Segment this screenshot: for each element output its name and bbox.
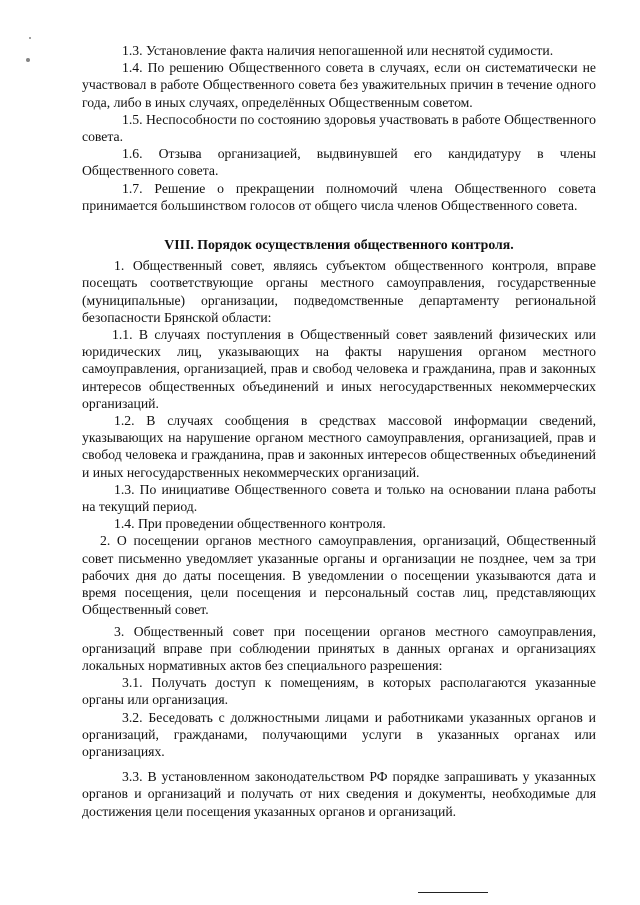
item-1-6: 1.6. Отзыва организацией, выдвинувшей его кандидатуру в члены Общественного совета.: [82, 146, 596, 179]
footer-divider: [418, 892, 488, 893]
section-item-3-2: 3.2. Беседовать с должностными лицами и работниками указанных органов и организаций, гражданами, получающими услуги в указанных органах или организациях.: [82, 709, 596, 759]
document-page: [82, 42, 596, 820]
section-item-2: 2. О посещении органов местного самоуправления, организаций, Общественный совет письменно уведомляет указанные органы и организации не позднее, чем за три рабочих дня до даты посещения. В уведомлении о посещении указываются дата и время посещения, цели посещения и персональный состав лиц, представляющих Общественный совет.: [82, 533, 596, 618]
item-1-4: 1.4. По решению Общественного совета в случаях, если он систематически не участвовал в работе Общественного совета без уважительных причин в течение одного года, либо в иных случаях, определённых Общественным советом.: [82, 60, 596, 110]
section-item-3: 3. Общественный совет при посещении органов местного самоуправления, организаций вправе при соблюдении принятых в данных органах и организациях локальных нормативных актов без специального разрешения:: [82, 623, 596, 673]
section-item-3-1: 3.1. Получать доступ к помещениям, в которых располагаются указанные органы или организация.: [82, 675, 596, 708]
section-item-1-2: 1.2. В случаях сообщения в средствах массовой информации сведений, указывающих на нарушение органом местного самоуправления, организацией, прав и свобод человека и гражданина, прав и законных интересов общественных объединений и иных негосударственных некоммерческих организаций.: [82, 413, 596, 480]
section-item-1: 1. Общественный совет, являясь субъектом общественного контроля, вправе посещать соответствующие органы местного самоуправления, государственные (муниципальные) организации, подведомственные департаменту региональной безопасности Брянской области:: [82, 258, 596, 325]
section-item-3-3: 3.3. В установленном законодательством РФ порядке запрашивать у указанных органов и организаций и получать от них сведения и документы, необходимые для достижения цели посещения указанных органов и организаций.: [82, 769, 596, 819]
item-1-7: 1.7. Решение о прекращении полномочий члена Общественного совета принимается большинством голосов от общего числа членов Общественного совета.: [82, 180, 596, 213]
section-item-1-4: 1.4. При проведении общественного контроля.: [114, 516, 386, 532]
section-item-1-1: 1.1. В случаях поступления в Общественный совет заявлений физических или юридических лиц, указывающих на факты нарушения органом местного самоуправления, организацией, прав и свобод человека и гражданина, прав и законных интересов общественных объединений и иных негосударственных некоммерческих организаций.: [82, 327, 596, 411]
item-1-5: 1.5. Неспособности по состоянию здоровья участвовать в работе Общественного совета.: [82, 111, 596, 145]
scan-artifact-dot: [29, 37, 31, 39]
scan-artifact-mark: [26, 58, 30, 62]
section-title: VIII. Порядок осуществления общественного контроля.: [164, 237, 514, 253]
item-1-3: 1.3. Установление факта наличия непогашенной или неснятой судимости.: [122, 43, 554, 58]
section-item-1-3: 1.3. По инициативе Общественного совета и только на основании плана работы на текущий период.: [82, 481, 596, 515]
